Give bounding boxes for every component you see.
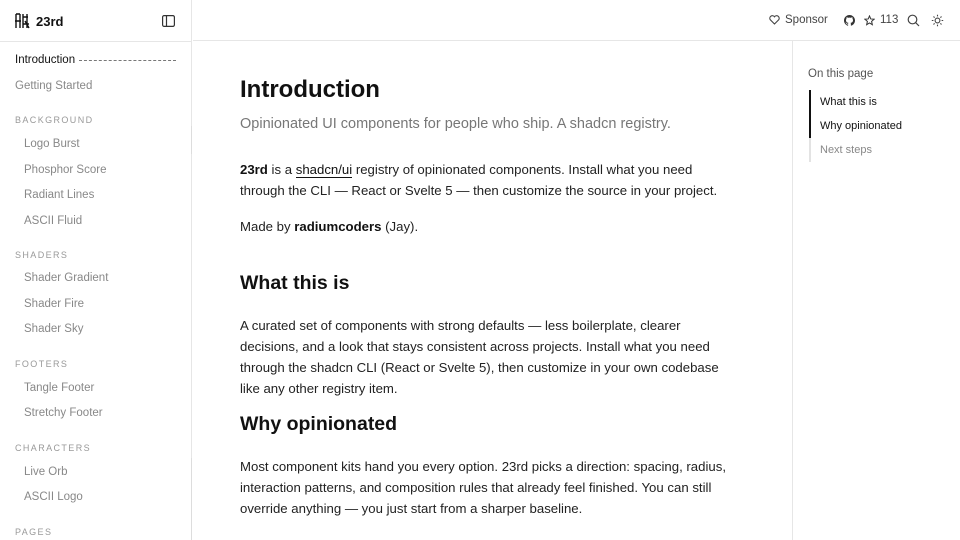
sidebar-toggle-icon [162,15,175,27]
section-heading-why-opinionated: Why opinionated [240,413,398,435]
toc-item-why-opinionated[interactable]: Why opinionated [820,120,902,132]
sidebar-item-shader-sky[interactable]: Shader Sky [24,323,84,335]
theme-toggle-icon[interactable] [931,14,944,27]
github-stars-button[interactable] [844,14,898,26]
toc-active-indicator [809,90,811,138]
search-icon[interactable] [907,14,920,27]
sidebar-item-ascii-logo[interactable]: ASCII Logo [24,491,83,503]
shadcn-ui-link[interactable]: shadcn/ui [295,162,353,177]
section-label-pages: PAGES [15,527,53,537]
sidebar-item-phosphor-score[interactable]: Phosphor Score [24,164,107,176]
sidebar [0,0,192,540]
sidebar-item-logo-burst[interactable]: Logo Burst [24,138,80,150]
sidebar-item-shader-fire[interactable]: Shader Fire [24,298,85,310]
sidebar-item-introduction[interactable]: Introduction [15,54,76,66]
section-body-why-opinionated: Most component kits hand you every option. 23rd picks a direction: spacing, radius, interaction patterns, and composition rules that already feel finished. You can still override anything — you just start from a sharper baseline. [240,459,726,516]
sidebar-item-radiant-lines[interactable]: Radiant Lines [24,189,95,201]
github-star-count: 113 [880,14,899,26]
section-label-characters: CHARACTERS [15,443,92,453]
star-icon [864,15,875,26]
author-link[interactable]: radiumcoders [294,219,382,234]
toc-item-what-this-is[interactable]: What this is [820,96,877,108]
sidebar-toggle-button[interactable] [160,13,176,29]
sidebar-item-ascii-fluid[interactable]: ASCII Fluid [24,215,83,227]
made-by-paragraph [240,216,740,237]
toc-border [792,41,793,540]
sidebar-item-stretchy-footer[interactable]: Stretchy Footer [24,407,103,419]
section-label-shaders: SHADERS [15,250,69,260]
made-by-text: Made by [240,219,295,234]
sponsor-button[interactable] [769,14,828,26]
sidebar-item-shader-gradient[interactable]: Shader Gradient [24,272,109,284]
nav-group-line [191,126,192,154]
toc-item-next-steps[interactable]: Next steps [820,144,872,156]
section-label-background: BACKGROUND [15,115,94,125]
brand[interactable] [14,12,63,30]
active-indicator [79,60,176,61]
intro-text: is a [267,162,296,177]
section-label-footers: FOOTERS [15,359,69,369]
sidebar-item-tangle-footer[interactable]: Tangle Footer [24,382,95,394]
heart-icon [769,15,780,25]
intro-text: registry of opinionated components. Install what you need through the CLI — React or Svelte 5 — then customize the source in your project. [240,162,718,198]
section-body-what-this-is: A curated set of components with strong defaults — less boilerplate, clearer decisions, and a look that stays consistent across projects. Install what you need through the shadcn CLI (React or Svelte 5), then customize in your own codebase like any other registry item. [240,318,719,396]
toc-title: On this page [808,68,874,80]
made-by-text: (Jay). [381,219,419,234]
sponsor-label: Sponsor [785,14,828,26]
nav-group-line [191,458,192,540]
sidebar-divider [0,41,192,42]
intro-brand: 23rd [240,162,268,177]
section-heading-what-this-is: What this is [240,272,350,294]
brand-name: 23rd [36,13,64,29]
page-lead: Opinionated UI components for people who ship. A shadcn registry. [240,116,671,132]
23rd-logo-icon [14,12,30,30]
github-icon [844,15,855,26]
intro-paragraph [240,159,740,201]
page-title: Introduction [240,76,380,103]
sidebar-item-live-orb[interactable]: Live Orb [24,466,68,478]
sidebar-item-getting-started[interactable]: Getting Started [15,80,93,92]
